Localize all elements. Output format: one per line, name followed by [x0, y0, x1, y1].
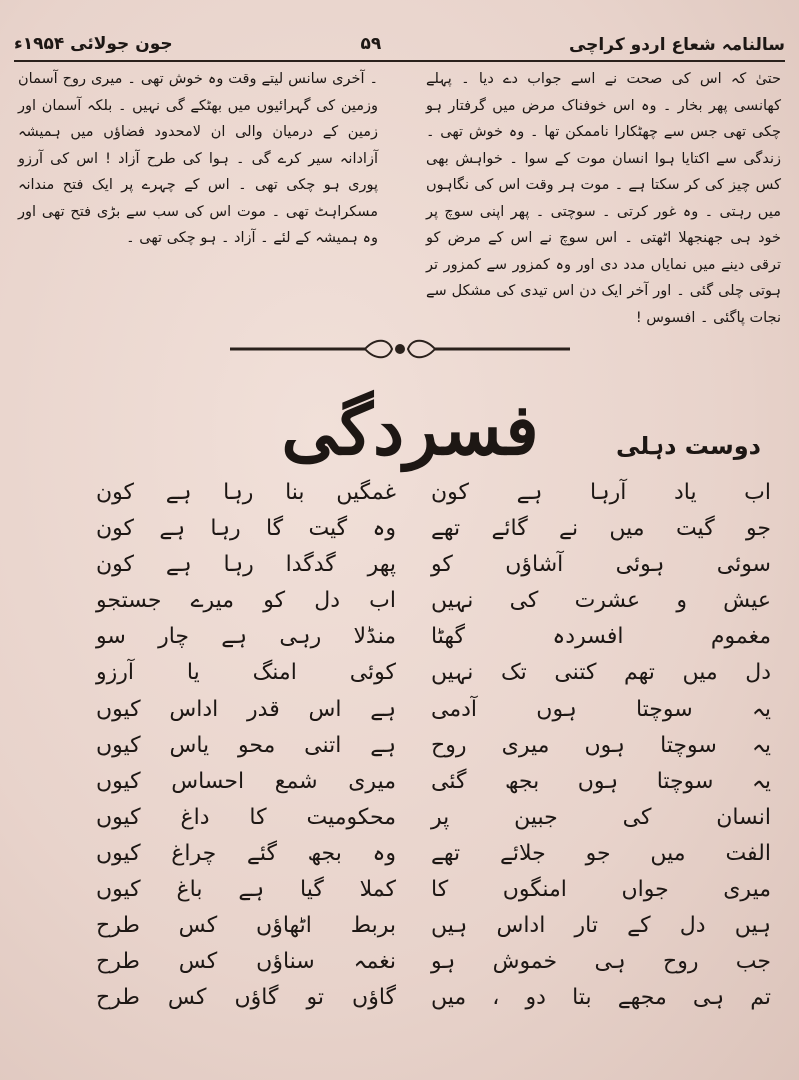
poem-author: دوست دہلی	[615, 432, 761, 460]
poem-line: منڈلا رہی ہے چار سو	[96, 624, 396, 650]
header-rule	[14, 60, 785, 62]
prose-left-text: ۔ آخری سانس لیتے وقت وہ خوش تھی ۔ میری روح آسمان وزمین کی گہرائیوں میں بھٹکے گی نہیں ۔ بلکہ آسمان اور زمین کے درمیان والی ان لامحدود فضاؤں میں ہمیشہ آزادانہ سیر کرے گی ۔ ہوا کی طرح آزاد ! اس کی آرزو پوری ہو چکی تھی ۔ اس کے چہرے پر ایک فتح مندانہ مسکراہٹ تھی ۔ موت اس کی سب سے بڑی فتح تھی اور وہ ہمیشہ کے لئے ۔ آزاد ۔ ہو چکی تھی ۔	[18, 71, 378, 246]
poem-line: وہ بجھ گئے چراغ کیوں	[96, 840, 396, 866]
poem-line: الفت میں جو جلائے تھے	[431, 840, 771, 866]
poem-line: پھر گدگدا رہا ہے کون	[96, 552, 396, 578]
poem-line: غمگیں بنا رہا ہے کون	[96, 480, 396, 505]
poem-line: کملا گیا ہے باغ کیوں	[96, 877, 396, 903]
poem-line: ہے اتنی محو یاس کیوں	[96, 732, 396, 758]
poem-line: جو گیت میں نے گائے تھے	[431, 516, 771, 542]
poem-line: میری شمع احساس کیوں	[96, 768, 396, 794]
prose-left-column	[18, 66, 378, 252]
poem-line: نغمہ سناؤں کس طرح	[96, 949, 396, 975]
poem-line: ہیں دل کے تار اداس ہیں	[431, 913, 771, 939]
poem-left-column	[96, 475, 396, 1016]
poem-line: تم ہی مجھے بتا دو ، میں	[431, 985, 771, 1011]
poem-line: کوئی امنگ یا آرزو	[96, 660, 396, 686]
poem-line: اب یاد آرہا ہے کون	[431, 480, 771, 505]
prose-right-text: حتیٰ کہ اس کی صحت نے اسے جواب دے دیا ۔ پہلے کھانسی پھر بخار ۔ وہ اس خوفناک مرض میں گرفتار ہو چکی تھی جس سے چھٹکارا ناممکن تھا ۔ وہ خوش تھی ۔ زندگی سے اکتایا ہوا انسان موت کے سوا ۔ خواہش بھی کس چیز کی کر سکتا ہے ۔ موت ہر وقت اس کی نگاہوں میں رہتی ۔ وہ غور کرتی ۔ سوچتی ۔ پھر اپنی سوچ پر خود ہی جھنجھلا اٹھتی ۔ اس سوچ نے اس کے مرض کو ترقی دینے میں نمایاں مدد دی اور وہ کمزور سے کمزور تر ہوتی چلی گئی ۔ اور آخر ایک دن اس تیدی کی مشکل سے نجات پاگئی ۔ افسوس !	[426, 71, 781, 326]
poem-line: گاؤں تو گاؤں کس طرح	[96, 985, 396, 1011]
poem-line: محکومیت کا داغ کیوں	[96, 804, 396, 830]
poem-title: فسردگی	[281, 388, 539, 471]
poem-line: بربط اٹھاؤں کس طرح	[96, 913, 396, 939]
poem-line: مغموم افسردہ گھٹا	[431, 624, 771, 650]
ornament-divider-icon	[230, 336, 570, 362]
poem-line: یہ سوچتا ہوں میری روح	[431, 732, 771, 758]
poem-line: یہ سوچتا ہوں آدمی	[431, 696, 771, 722]
poem-line: ہے اس قدر اداس کیوں	[96, 696, 396, 722]
magazine-name: سالنامہ شعاع اردو کراچی	[568, 34, 785, 55]
poem-line: دل میں تھم کتنی تک نہیں	[431, 660, 771, 686]
poem-line: جب روح ہی خموش ہو	[431, 949, 771, 975]
poem-line: انسان کی جبین پر	[431, 804, 771, 830]
poem-line: میری جواں امنگوں کا	[431, 877, 771, 903]
poem-line: وہ گیت گا رہا ہے کون	[96, 516, 396, 542]
poem-line: سوئی ہوئی آشاؤں کو	[431, 552, 771, 578]
poem-line: عیش و عشرت کی نہیں	[431, 588, 771, 614]
poem-line: یہ سوچتا ہوں بجھ گئی	[431, 768, 771, 794]
prose-right-column	[426, 66, 781, 331]
poem-right-column	[431, 475, 771, 1016]
page-number: ۵۹	[360, 34, 382, 54]
issue-date: جون جولائی ۱۹۵۴ء	[14, 34, 173, 54]
poem-line: اب دل کو میرے جستجو	[96, 588, 396, 614]
page-header	[14, 30, 785, 58]
